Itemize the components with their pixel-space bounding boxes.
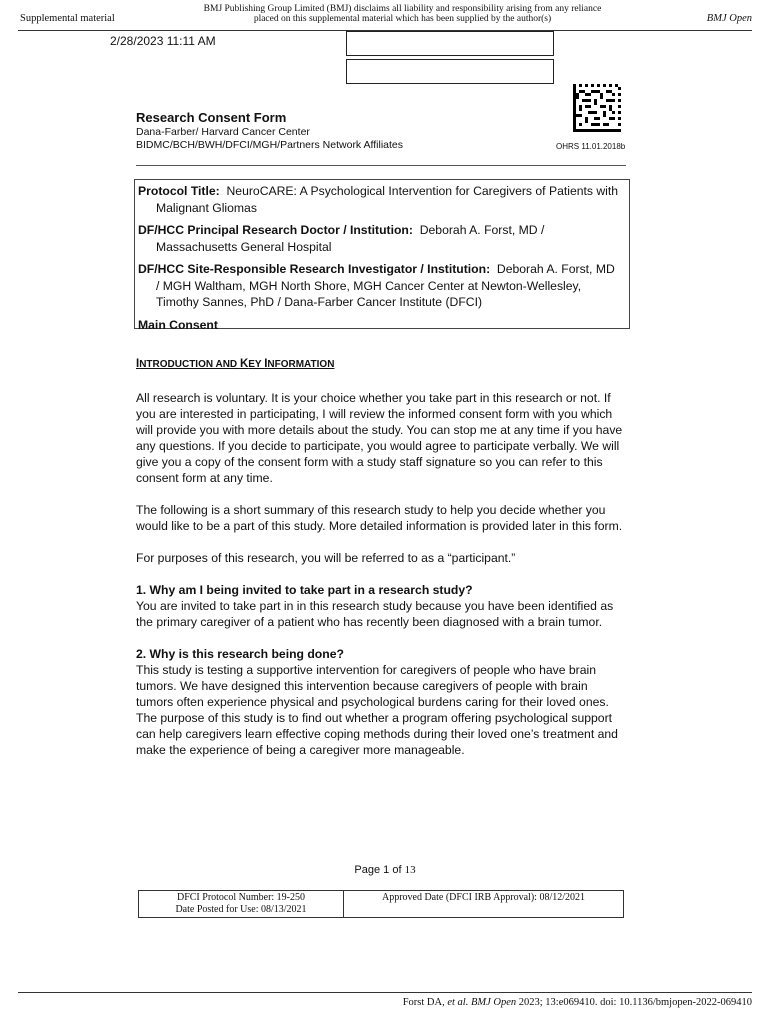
- protocol-title-label: Protocol Title:: [138, 184, 220, 198]
- citation: [403, 997, 752, 1008]
- protocol-info-box: [134, 179, 630, 332]
- header-journal-name: BMJ Open: [706, 13, 752, 24]
- page-total: 13: [404, 864, 416, 876]
- form-title: Research Consent Form: [136, 110, 287, 125]
- site-investigator: [138, 261, 621, 311]
- site-investigator-label: DF/HCC Site-Responsible Research Investigator / Institution:: [138, 262, 491, 276]
- citation-journal: et al. BMJ Open: [447, 997, 517, 1008]
- date-posted: Date Posted for Use: 08/13/2021: [175, 904, 307, 915]
- citation-details: 2023; 13:e069410. doi: 10.1136/bmjopen-2022-069410: [516, 997, 752, 1008]
- protocol-title: [138, 183, 621, 216]
- intro-heading-part-2: EY: [248, 359, 265, 370]
- protocol-number: DFCI Protocol Number: 19-250: [176, 892, 306, 903]
- question-1-heading: 1. Why am I being invited to take part in a research study?: [136, 583, 473, 597]
- print-datetime: 2/28/2023 11:11 AM: [110, 34, 216, 48]
- blank-field-box-2: [346, 59, 554, 84]
- consent-body: [136, 356, 626, 774]
- citation-authors: Forst DA,: [402, 997, 448, 1008]
- main-consent-label: Main Consent: [138, 317, 218, 332]
- header-disclaimer-line1: BMJ Publishing Group Limited (BMJ) disclaims all liability and responsibility arising from any reliance: [203, 4, 602, 14]
- footer-approval-table: [138, 890, 624, 918]
- institution-line-1: Dana-Farber/ Harvard Cancer Center: [136, 126, 310, 138]
- principal-investigator: [138, 222, 621, 255]
- participant-paragraph: For purposes of this research, you will be referred to as a “participant.”: [136, 551, 516, 565]
- table-row: [139, 891, 624, 918]
- introduction-heading: [136, 356, 626, 373]
- approved-date: Approved Date (DFCI IRB Approval): 08/12/2021: [344, 891, 624, 918]
- intro-heading-cap-1: I: [136, 358, 140, 370]
- header-disclaimer-line2: placed on this supplemental material which has been supplied by the author(s): [253, 14, 552, 24]
- datamatrix-barcode-icon: [573, 84, 621, 132]
- title-divider: [136, 165, 626, 166]
- question-1-text: You are invited to take part in in this research study because you have been identified as the primary caregiver of a patient who has recently been diagnosed with a brain tumor.: [136, 599, 614, 629]
- protocol-title-value: NeuroCARE: A Psychological Intervention for Caregivers of Patients with Malignant Gliomas: [156, 184, 619, 215]
- summary-paragraph: The following is a short summary of this research study to help you decide whether you would like to be a part of this study. More detailed information is provided later in this form.: [136, 503, 623, 533]
- principal-investigator-value: Deborah A. Forst, MD / Massachusetts General Hospital: [156, 223, 545, 254]
- page-prefix: Page: [354, 864, 384, 876]
- page-current: 1: [383, 864, 390, 876]
- question-2-heading: 2. Why is this research being done?: [136, 647, 344, 661]
- footer-divider: [18, 992, 752, 993]
- intro-heading-cap-2: K: [239, 358, 249, 370]
- header-disclaimer: [190, 4, 615, 24]
- site-investigator-value: Deborah A. Forst, MD / MGH Waltham, MGH North Shore, MGH Cancer Center at Newton-Wellesley, Timothy Sannes, PhD / Dana-Farber Cancer Institute (DFCI): [156, 262, 615, 309]
- ohrs-version: OHRS 11.01.2018b: [556, 142, 626, 151]
- institution-line-2: BIDMC/BCH/BWH/DFCI/MGH/Partners Network Affiliates: [136, 139, 404, 151]
- voluntary-paragraph: All research is voluntary. It is your choice whether you take part in this research or not. If you are interested in participating, I will review the informed consent form with you which will provide you with more details about the study. You can stop me at any time if you have any questions. If you decide to participate, you would agree to participate verbally. We will give you a copy of the consent form with a study staff signature so you can refer to this consent form at any time.: [136, 391, 623, 485]
- principal-investigator-label: DF/HCC Principal Research Doctor / Institution:: [138, 223, 413, 237]
- question-2-text: This study is testing a supportive intervention for caregivers of people who have brain tumors. We have designed this intervention because caregivers of people with brain tumors often experience physical and psychological burdens caring for their loved ones. The purpose of this study is to find out whether a program offering psychological support can help caregivers learn effective coping methods during their loved one’s treatment and make the experience of being a caregiver more manageable.: [136, 663, 618, 757]
- intro-heading-part-3: NFORMATION: [267, 359, 335, 370]
- protocol-date-cell: [139, 891, 344, 918]
- blank-field-box-1: [346, 31, 554, 56]
- page-number: [0, 864, 770, 876]
- intro-heading-part-1: NTRODUCTION AND: [139, 359, 240, 370]
- intro-heading-cap-3: I: [264, 358, 268, 370]
- page-of: of: [389, 864, 405, 876]
- header-supplemental-label: Supplemental material: [20, 13, 115, 24]
